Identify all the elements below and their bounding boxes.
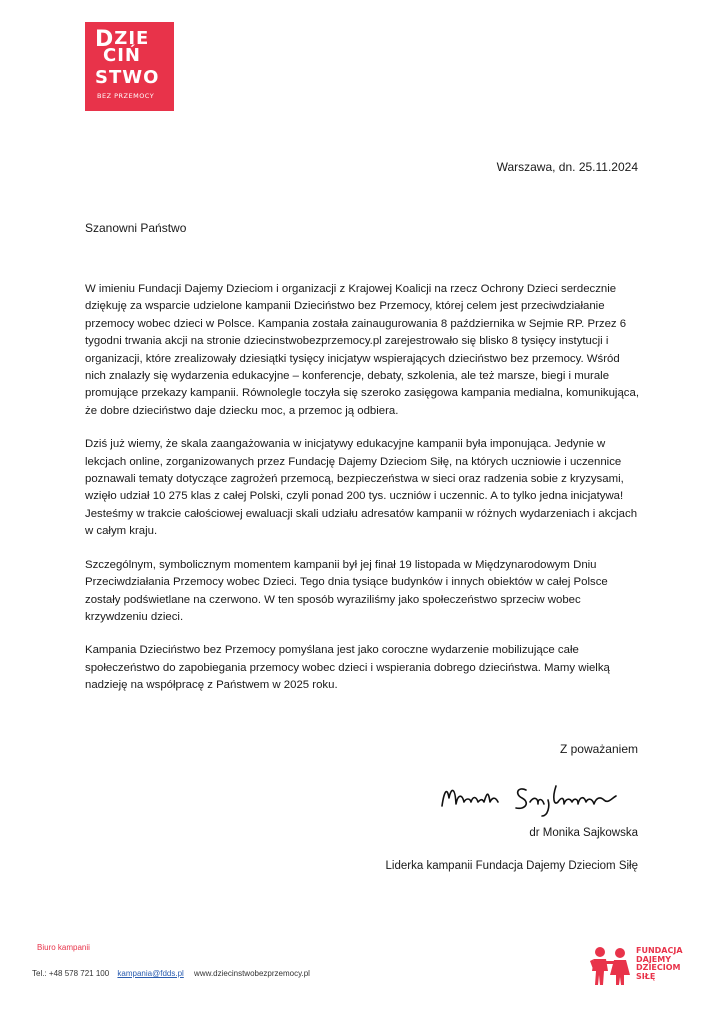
fdds-logo: [588, 945, 688, 987]
logo-tagline: BEZ PRZEMOCY: [97, 92, 155, 100]
children-figures-icon: [588, 945, 634, 987]
logo-d-bracket: D: [95, 27, 115, 52]
paragraph-3: Szczególnym, symbolicznym momentem kampanii był jej finał 19 listopada w Międzynarodowym Dniu Przeciwdziałania Przemocy wobec Dzieci. Tego dnia tysiące budynków i innych obiektów w całej Polsce zostały podświetlane na czerwono. W ten sposób wyraziliśmy jako społeczeństwo sprzeciw wobec krzywdzeniu dzieci.: [85, 558, 608, 623]
handwritten-signature: [438, 776, 638, 820]
letter-date: Warszawa, dn. 25.11.2024: [496, 160, 638, 174]
salutation: Szanowni Państwo: [85, 221, 187, 235]
paragraph-2: Dziś już wiemy, że skala zaangażowania w inicjatywy edukacyjne kampanii była imponująca. Jedynie w lekcjach online, zorganizowanych przez Fundację Dajemy Dzieciom Siłę, na których uczniowie i uczennice poznawali tematy dotyczące zagrożeń przemocą, bezpieczeństwa w sieci oraz radzenia sobie z kryzysami, wzięło udział 10 275 klas z całej Polski, czyli ponad 200 tys. uczniów i uczennic. A to tylko jedna inicjatywa! Jesteśmy w trakcie całościowej ewaluacji skali udziału adresatów kampanii w różnych wydarzeniach i akcjach w całym kraju.: [85, 438, 638, 538]
fdds-line-3: DZIECIOM: [636, 963, 681, 972]
fdds-line-1: FUNDACJA: [636, 946, 683, 955]
fdds-logo-text: [636, 947, 683, 981]
footer-office: Biuro kampanii: [37, 943, 90, 952]
footer-email-link[interactable]: kampania@fdds.pl: [117, 969, 184, 978]
footer-website[interactable]: www.dziecinstwobezprzemocy.pl: [194, 969, 310, 978]
paragraph-4: Kampania Dzieciństwo bez Przemocy pomyślana jest jako coroczne wydarzenie mobilizujące całe społeczeństwo do zapobiegania przemocy wobec dzieci i wspierania dobrego dzieciństwa. Mamy wielką nadzieję na współpracę z Państwem w 2025 roku.: [85, 644, 610, 692]
letter-body: [85, 281, 641, 711]
campaign-logo: [85, 22, 174, 111]
closing: Z poważaniem: [559, 742, 638, 756]
fdds-line-2: DAJEMY: [636, 954, 672, 964]
logo-line-2: CIŃ: [103, 45, 141, 66]
footer-contact: [32, 969, 310, 978]
paragraph-1: W imieniu Fundacji Dajemy Dzieciom i organizacji z Krajowej Koalicji na rzecz Ochrony Dzieci serdecznie dziękuję za wsparcie udzielone kampanii Dzieciństwo bez Przemocy, której celem jest przeciwdziałanie przemocy wobec dzieci w Polsce. Kampania została zainaugurowania 8 października w Sejmie RP. Przez 6 tygodni trwania akcji na stronie dziecinstwobezprzemocy.pl zarejestrowało się blisko 8 tysięcy instytucji i organizacji, które zrealizowały dziesiątki tysięcy inicjatyw wspierających dzieciństwo bez przemocy. Wśród nich znalazły się wydarzenia edukacyjne – konferencje, debaty, szkolenia, ale też marsze, biegi i murale promujące przekazy kampanii. Równolegle toczyła się szeroko zasięgowa kampania medialna, komunikująca, że dobre dzieciństwo daje dziecku moc, a przemoc ją odbiera.: [85, 283, 639, 417]
footer-phone: Tel.: +48 578 721 100: [32, 969, 110, 978]
fdds-line-4: SIŁĘ: [636, 971, 656, 981]
logo-line-1: DZIE: [95, 27, 150, 52]
logo-line-3: STWO: [95, 67, 160, 88]
signer-name: dr Monika Sajkowska: [529, 827, 638, 839]
signer-role: Liderka kampanii Fundacja Dajemy Dzieciom Siłę: [385, 860, 638, 872]
